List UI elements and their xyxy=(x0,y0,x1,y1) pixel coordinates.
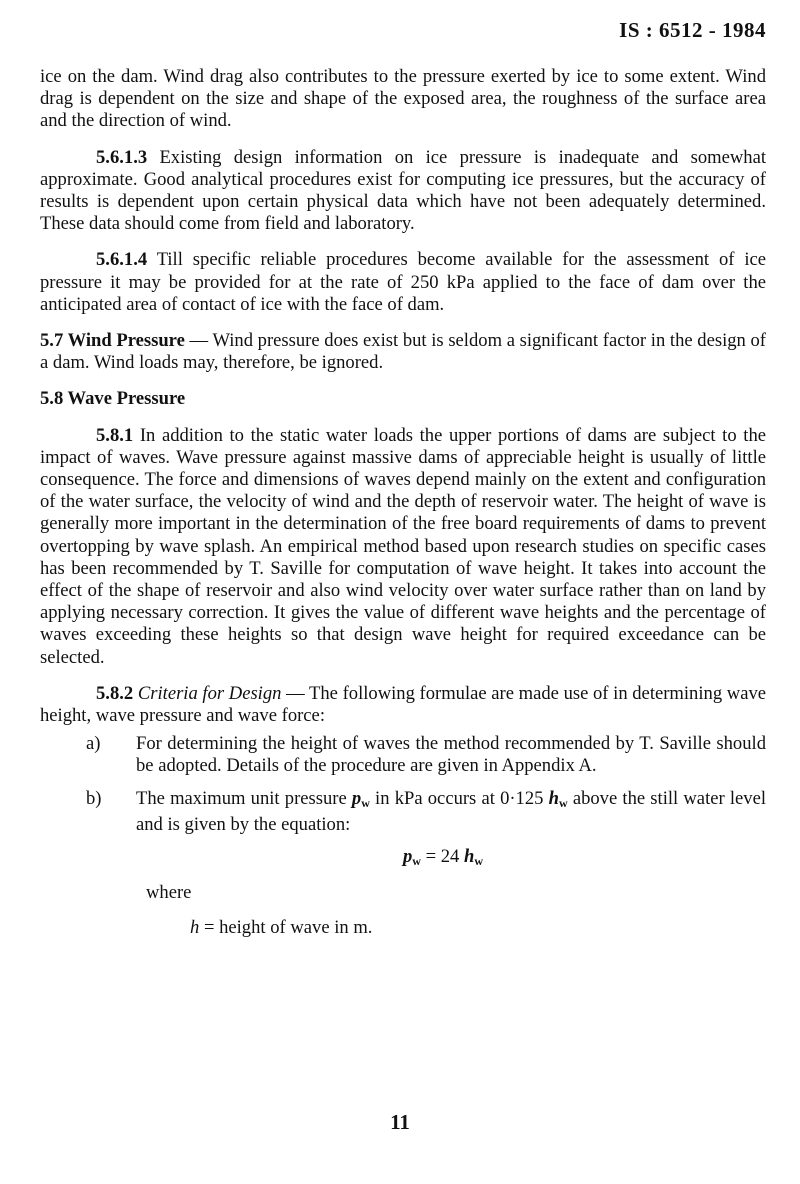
list-text-part: in kPa occurs at 0·125 xyxy=(369,787,549,809)
clause-title: Criteria for Design xyxy=(137,682,282,704)
symbol: h xyxy=(190,916,200,938)
body-text xyxy=(40,66,766,939)
clause-text: Till specific reliable procedures become available for the assessment of ice pressure it may be provided for at the rate of 250 kPa applied to the face of dam over the anticipated area of contact of ice with the face of dam. xyxy=(40,249,766,315)
subscript: w xyxy=(558,795,568,810)
subscript: w xyxy=(412,854,421,869)
symbol: p xyxy=(402,846,413,868)
list-text-part: above the still water level and is given by the equation: xyxy=(136,787,766,835)
definition-text: = height of wave in m. xyxy=(199,916,373,938)
clause-text: — The following formulae are made use of in determining wave height, wave pressure and wave force: xyxy=(40,682,766,727)
symbol: p xyxy=(351,787,362,809)
list-text-part: The maximum unit pressure xyxy=(136,787,352,809)
clause-text: In addition to the static water loads the upper portions of dams are subject to the impact of waves. Wave pressure against massive dams of appreciable height is usually of little consequence. The force and dimensions of waves depend mainly on the extent and configuration of the water surface, the velocity of wind and the depth of reservoir water. The height of wave is generally more important in the determination of the free board requirements of dams to prevent overtopping by wave splash. An empirical method based upon research studies on specific cases has been recommended by T. Saville for computation of wave height. It takes into account the effect of the shape of reservoir and also wind velocity over water surface rather than on land by applying necessary correction. It gives the value of different wave heights and the percentage of waves exceeding these heights so that design wave height for required exceedance can be selected. xyxy=(40,424,766,668)
standard-reference: IS : 6512 - 1984 xyxy=(619,18,766,42)
list-marker: b) xyxy=(86,787,102,809)
pressure-equation xyxy=(40,846,766,872)
clause-text: Existing design information on ice pressure is inadequate and somewhat approximate. Good analytical procedures exist for computing ice pressures, but the accuracy of results is dependent upon certain physical data which have not been adequately determined. These data should come from field and laboratory. xyxy=(40,146,766,235)
clause-number: 5.8.1 xyxy=(96,424,134,446)
variable-definition xyxy=(190,917,766,939)
subscript: w xyxy=(474,854,483,869)
paragraph-continuation: ice on the dam. Wind drag also contributes to the pressure exerted by ice to some extent. Wind drag is dependent on the size and shape of the exposed area, the roughness of the surface area and the direction of wind. xyxy=(40,66,766,132)
clause-5-8-1 xyxy=(40,425,766,669)
clause-5-8-2 xyxy=(40,683,766,727)
clause-5-6-1-4 xyxy=(40,249,766,316)
symbol: h xyxy=(548,787,559,809)
list-item xyxy=(86,788,766,836)
page-number: 11 xyxy=(390,1110,410,1134)
clause-text: — Wind pressure does exist but is seldom a significant factor in the design of a dam. Wind loads may, therefore, be ignored. xyxy=(40,330,766,374)
clause-number: 5.6.1.4 xyxy=(96,249,148,271)
section-heading: 5.7 Wind Pressure xyxy=(40,330,185,352)
subscript: w xyxy=(361,795,370,810)
symbol: h xyxy=(463,846,475,868)
criteria-list xyxy=(86,733,766,836)
section-heading-5-8: 5.8 Wave Pressure xyxy=(40,388,186,410)
list-marker: a) xyxy=(86,733,101,755)
clause-5-7 xyxy=(40,330,766,374)
where-label: where xyxy=(146,882,192,904)
clause-5-6-1-3 xyxy=(40,147,766,236)
clause-number: 5.8.2 xyxy=(96,682,134,704)
list-text: For determining the height of waves the method recommended by T. Saville should be adopted. Details of the procedure are given in Appendix A. xyxy=(136,733,766,777)
clause-number: 5.6.1.3 xyxy=(96,146,148,168)
equation-operator: = 24 xyxy=(420,846,464,868)
list-item xyxy=(86,733,766,777)
